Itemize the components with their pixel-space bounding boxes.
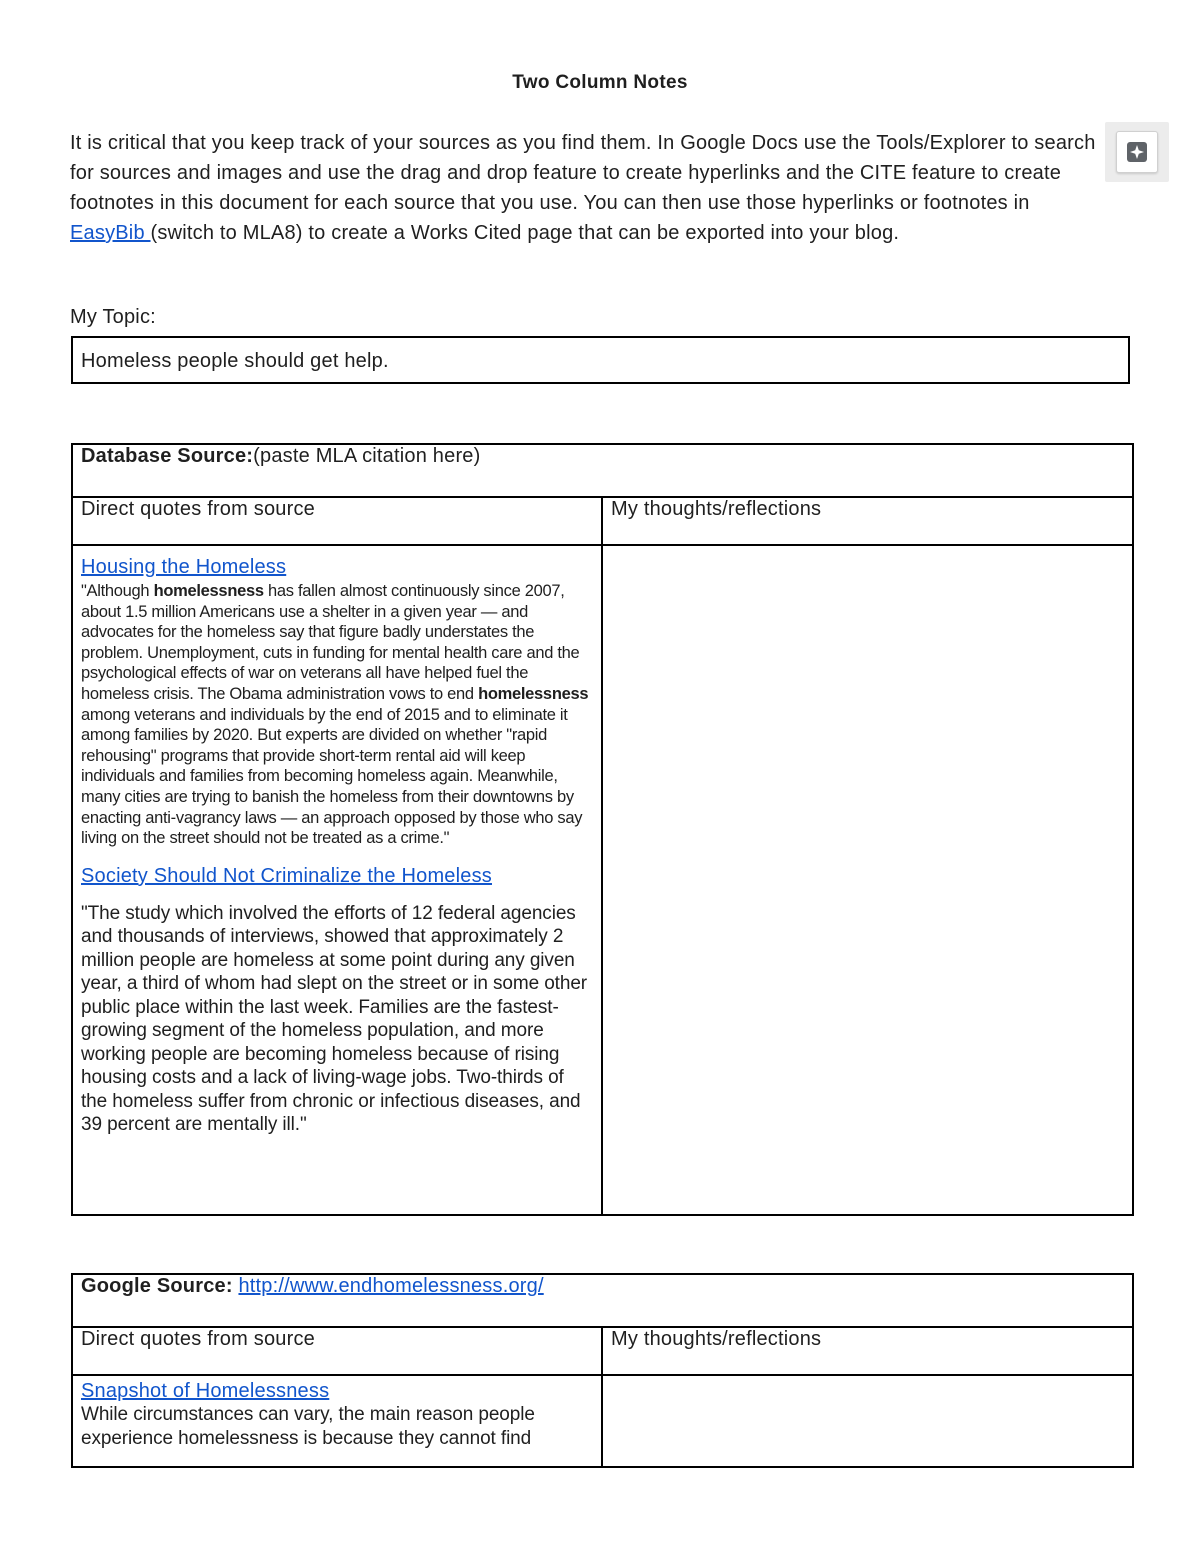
snapshot-homelessness-link[interactable]: Snapshot of Homelessness (81, 1380, 330, 1402)
quote-criminalize: "The study which involved the efforts of 12 federal agencies and thousands of interviews, showed that approximately 2 million people are homeless at some point during any given year, a third of whom had slept on the street or in some other public place within the last week. Families are the fastest-growing segment of the homeless population, and more working people are becoming homeless because of rising housing costs and a lack of living-wage jobs. Two-thirds of the homeless suffer from chronic or infectious diseases, and 39 percent are mentally ill." (81, 902, 588, 1136)
google-source-table (71, 1273, 1134, 1468)
intro-text: It is critical that you keep track of your sources as you find them. In Google Docs use the Tools/Explorer to search for sources and images and use the drag and drop feature to create hyperlinks and the CITE feature to create footnotes in this document for each source that you use. You can then use those hyperlinks or footnotes in (70, 132, 1096, 214)
database-source-hint: (paste MLA citation here) (253, 445, 481, 467)
quote-text: "Although (81, 582, 154, 600)
quotes-cell[interactable] (72, 1375, 602, 1467)
thoughts-cell[interactable] (602, 1375, 1133, 1467)
column-header-thoughts: My thoughts/reflections (602, 497, 1133, 545)
quote-housing (81, 581, 593, 849)
explore-icon (1116, 131, 1158, 173)
column-header-quotes: Direct quotes from source (72, 497, 602, 545)
database-source-label: Database Source: (81, 445, 254, 467)
quote-snapshot: While circumstances can vary, the main reason people experience homelessness is because they cannot find (81, 1404, 535, 1449)
quote-bold: homelessness (478, 684, 589, 703)
google-source-label: Google Source: (81, 1275, 239, 1297)
google-source-cell[interactable] (72, 1274, 1133, 1327)
housing-homeless-link[interactable]: Housing the Homeless (81, 556, 287, 578)
intro-text-end: (switch to MLA8) to create a Works Cited page that can be exported into your blog. (150, 222, 900, 244)
thoughts-cell[interactable] (602, 545, 1133, 1215)
topic-label: My Topic: (70, 306, 156, 328)
intro-paragraph (70, 128, 1110, 248)
column-header-quotes: Direct quotes from source (72, 1327, 602, 1375)
google-source-link[interactable]: http://www.endhomelessness.org/ (238, 1275, 544, 1297)
document-title: Two Column Notes (512, 72, 688, 93)
topic-field[interactable] (71, 336, 1130, 384)
criminalize-homeless-link[interactable]: Society Should Not Criminalize the Homeless (81, 864, 492, 887)
quotes-cell[interactable] (72, 545, 602, 1215)
explore-button[interactable] (1105, 122, 1169, 182)
quote-text: has fallen almost continuously since 2007, about 1.5 million Americans use a shelter in a given year — and advocates for the homeless say that figure badly understates the problem. Unemployment, cuts in funding for mental health care and the psychological effects of war on veterans all have helped fuel the homeless crisis. The Obama administration vows to end (81, 582, 580, 703)
quote-bold: homelessness (153, 582, 264, 600)
topic-value: Homeless people should get help. (81, 350, 389, 372)
database-source-table (71, 443, 1134, 1216)
database-source-cell[interactable] (72, 444, 1133, 497)
quote-text: among veterans and individuals by the end of 2015 and to eliminate it among families by 2020. But experts are divided on whether "rapid rehousing" programs that provide short-term rental aid will keep individuals and families from becoming homeless again. Meanwhile, many cities are trying to banish the homeless from their downtowns by enacting anti-vagrancy laws — an approach opposed by those who say living on the street should not be treated as a crime." (81, 705, 583, 848)
column-header-thoughts: My thoughts/reflections (602, 1327, 1133, 1375)
easybib-link[interactable]: EasyBib (70, 222, 151, 244)
